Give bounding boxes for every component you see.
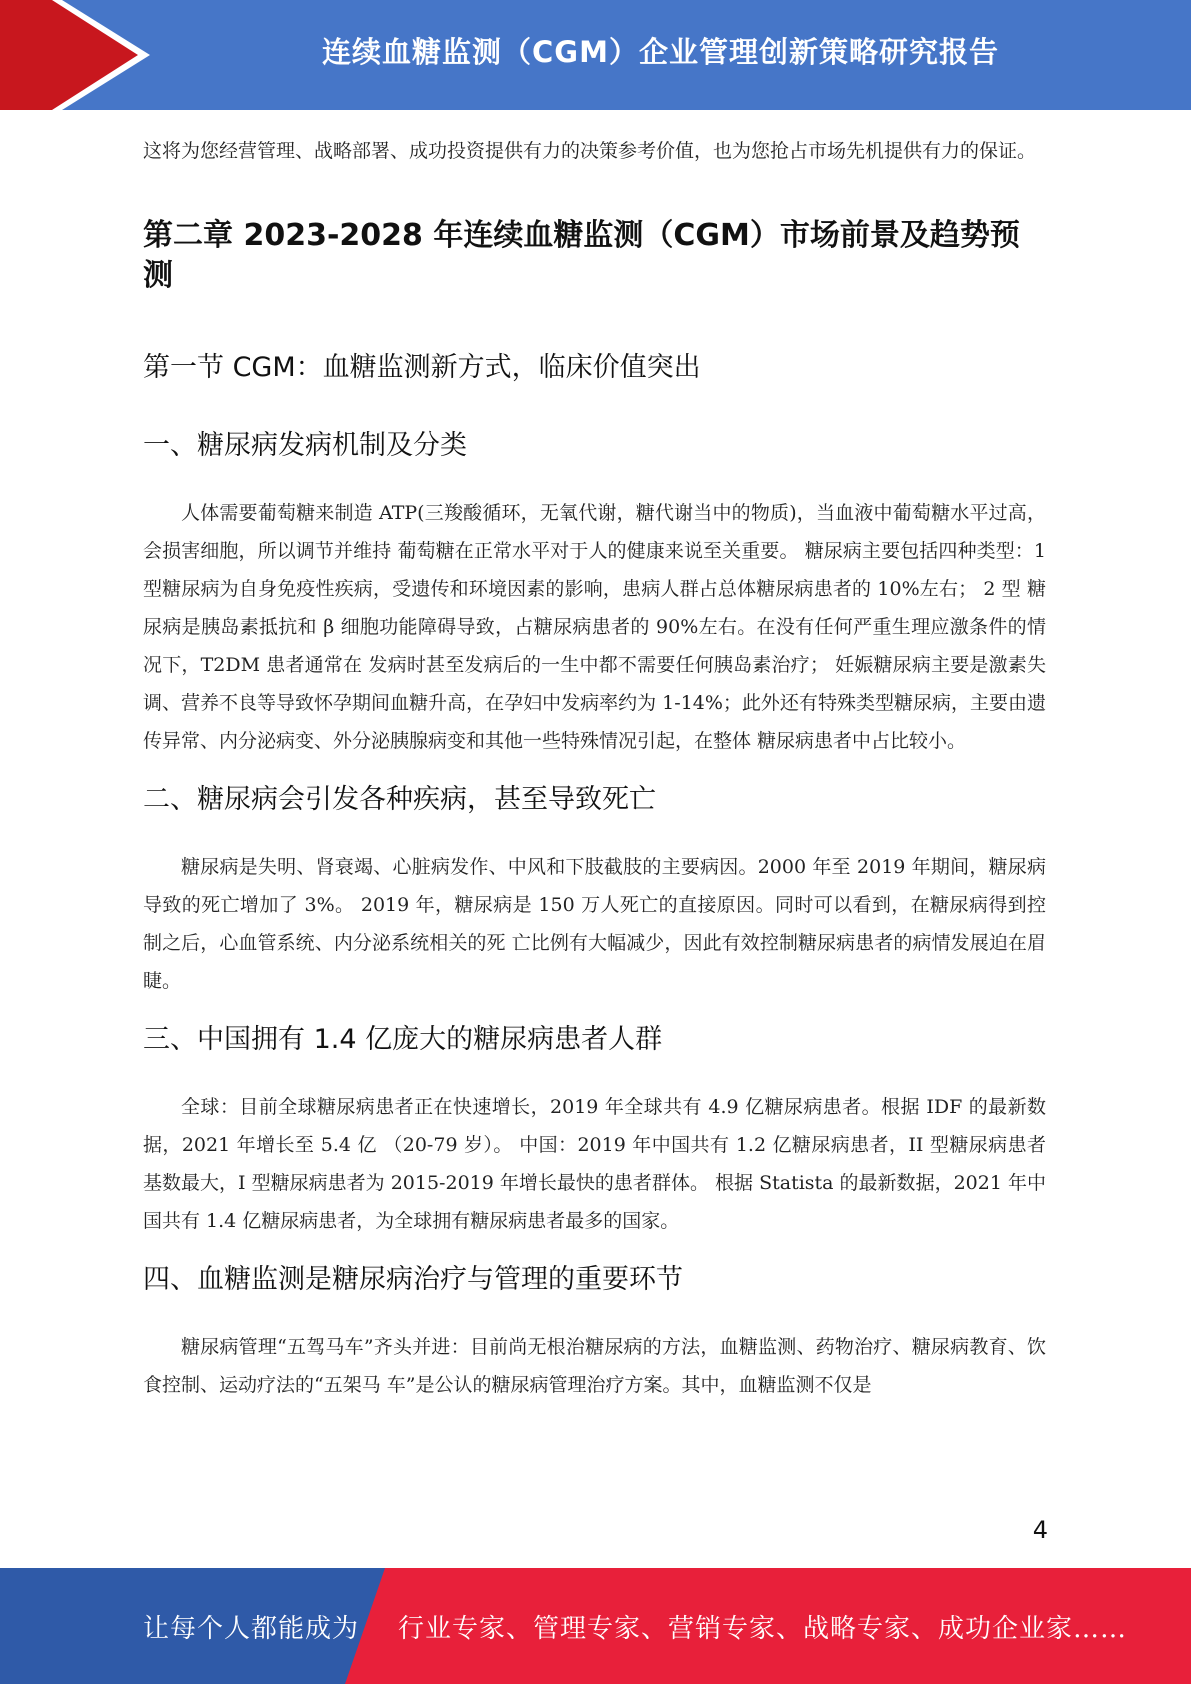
chapter-title: 第二章 2023-2028 年连续血糖监测（CGM）市场前景及趋势预测 (143, 218, 1020, 293)
footer-slogan-right: 行业专家、管理专家、营销专家、战略专家、成功企业家…… (398, 1613, 1128, 1644)
page-number: 4 (1032, 1516, 1048, 1544)
page-header (0, 0, 1191, 110)
subsection-body-3: 全球：目前全球糖尿病患者正在快速增长，2019 年全球共有 4.9 亿糖尿病患者。根据 IDF 的最新数据，2021 年增长至 5.4 亿 （20-79 岁）。 中国：2019 年中国共有 1.2 亿糖尿病患者，II 型糖尿病患者基数最大，I 型糖尿病患者为 2015-2019 年增长最快的患者群体。 根据 Statista 的最新数据，2021 年中国共有 1.4 亿糖尿病患者，为全球拥有糖尿病患者最多的国家。 (143, 1096, 1046, 1232)
subsection-heading-2: 二、糖尿病会引发各种疾病，甚至导致死亡 (143, 784, 656, 815)
subsection-heading-3: 三、中国拥有 1.4 亿庞大的糖尿病患者人群 (143, 1024, 663, 1055)
subsection-body-4: 糖尿病管理“五驾马车”齐头并进：目前尚无根治糖尿病的方法，血糖监测、药物治疗、糖尿病教育、饮食控制、运动疗法的“五架马 车”是公认的糖尿病管理治疗方案。其中，血糖监测不仅是 (143, 1336, 1046, 1396)
section-title: 第一节 CGM：血糖监测新方式，临床价值突出 (143, 352, 701, 383)
subsection-body-2: 糖尿病是失明、肾衰竭、心脏病发作、中风和下肢截肢的主要病因。2000 年至 2019 年期间，糖尿病导致的死亡增加了 3%。 2019 年，糖尿病是 150 万人死亡的直接原因。同时可以看到，在糖尿病得到控制之后，心血管系统、内分泌系统相关的死 亡比例有大幅减少，因此有效控制糖尿病患者的病情发展迫在眉睫。 (143, 856, 1046, 992)
subsection-heading-1: 一、糖尿病发病机制及分类 (143, 430, 467, 461)
footer-slogan-left: 让每个人都能成为 (143, 1613, 360, 1644)
page-footer (0, 1568, 1191, 1684)
subsection-heading-4: 四、血糖监测是糖尿病治疗与管理的重要环节 (143, 1264, 683, 1295)
document-body (143, 132, 1046, 1404)
intro-paragraph: 这将为您经营管理、战略部署、成功投资提供有力的决策参考价值，也为您抢占市场先机提供有力的保证。 (143, 140, 1037, 162)
subsection-body-1: 人体需要葡萄糖来制造 ATP(三羧酸循环，无氧代谢，糖代谢当中的物质)，当血液中葡萄糖水平过高，会损害细胞，所以调节并维持 葡萄糖在正常水平对于人的健康来说至关重要。 糖尿病主要包括四种类型：1 型糖尿病为自身免疫性疾病，受遗传和环境因素的影响，患病人群占总体糖尿病患者的 10%左右； 2 型 糖尿病是胰岛素抵抗和 β 细胞功能障碍导致，占糖尿病患者的 90%左右。在没有任何严重生理应激条件的情况下，T2DM 患者通常在 发病时甚至发病后的一生中都不需要任何胰岛素治疗； 妊娠糖尿病主要是激素失调、营养不良等导致怀孕期间血糖升高，在孕妇中发病率约为 1-14%；此外还有特殊类型糖尿病，主要由遗传异常、内分泌病变、外分泌胰腺病变和其他一些特殊情况引起，在整体 糖尿病患者中占比较小。 (143, 502, 1046, 752)
report-title: 连续血糖监测（CGM）企业管理创新策略研究报告 (322, 34, 999, 69)
